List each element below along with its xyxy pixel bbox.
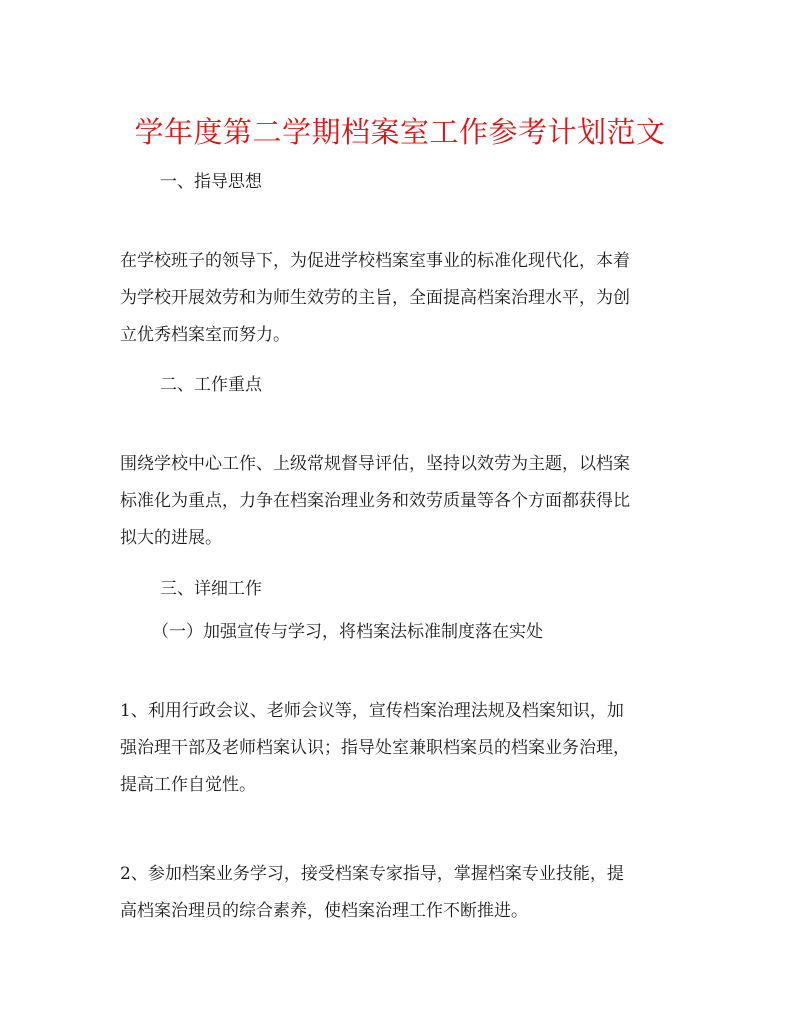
paragraph-line: 高档案治理员的综合素养，使档案治理工作不断推进。 xyxy=(120,901,528,921)
section-heading-detailed-work: 三、详细工作 xyxy=(160,579,262,599)
paragraph-line: 立优秀档案室而努力。 xyxy=(120,325,290,345)
paragraph-work-focus xyxy=(120,446,680,557)
paragraph-line: 强治理干部及老师档案认识；指导处室兼职档案员的档案业务治理， xyxy=(120,738,630,758)
paragraph-line: 拟大的进展。 xyxy=(120,528,222,548)
document-title: 学年度第二学期档案室工作参考计划范文 xyxy=(134,115,666,149)
paragraph-line: 标准化为重点，力争在档案治理业务和效劳质量等各个方面都获得比 xyxy=(120,491,630,511)
paragraph-line: 提高工作自觉性。 xyxy=(120,775,256,795)
paragraph-line: 围绕学校中心工作、上级常规督导评估，坚持以效劳为主题，以档案 xyxy=(120,454,630,474)
paragraph-line: 在学校班子的领导下，为促进学校档案室事业的标准化现代化，本着 xyxy=(120,251,630,271)
paragraph-line: 为学校开展效劳和为师生效劳的主旨，全面提高档案治理水平，为创 xyxy=(120,288,630,308)
section-heading-guiding-thought: 一、指导思想 xyxy=(160,172,262,192)
section-heading-work-focus: 二、工作重点 xyxy=(160,375,262,395)
paragraph-line: 2、参加档案业务学习，接受档案专家指导，掌握档案专业技能，提 xyxy=(120,864,624,884)
paragraph-line: 1、利用行政会议、老师会议等，宣传档案治理法规及档案知识，加 xyxy=(120,701,624,721)
list-item-2 xyxy=(120,856,680,930)
subsection-heading: （一）加强宣传与学习，将档案法标准制度落在实处 xyxy=(152,622,543,642)
paragraph-guiding-thought xyxy=(120,243,680,354)
list-item-1 xyxy=(120,693,680,804)
